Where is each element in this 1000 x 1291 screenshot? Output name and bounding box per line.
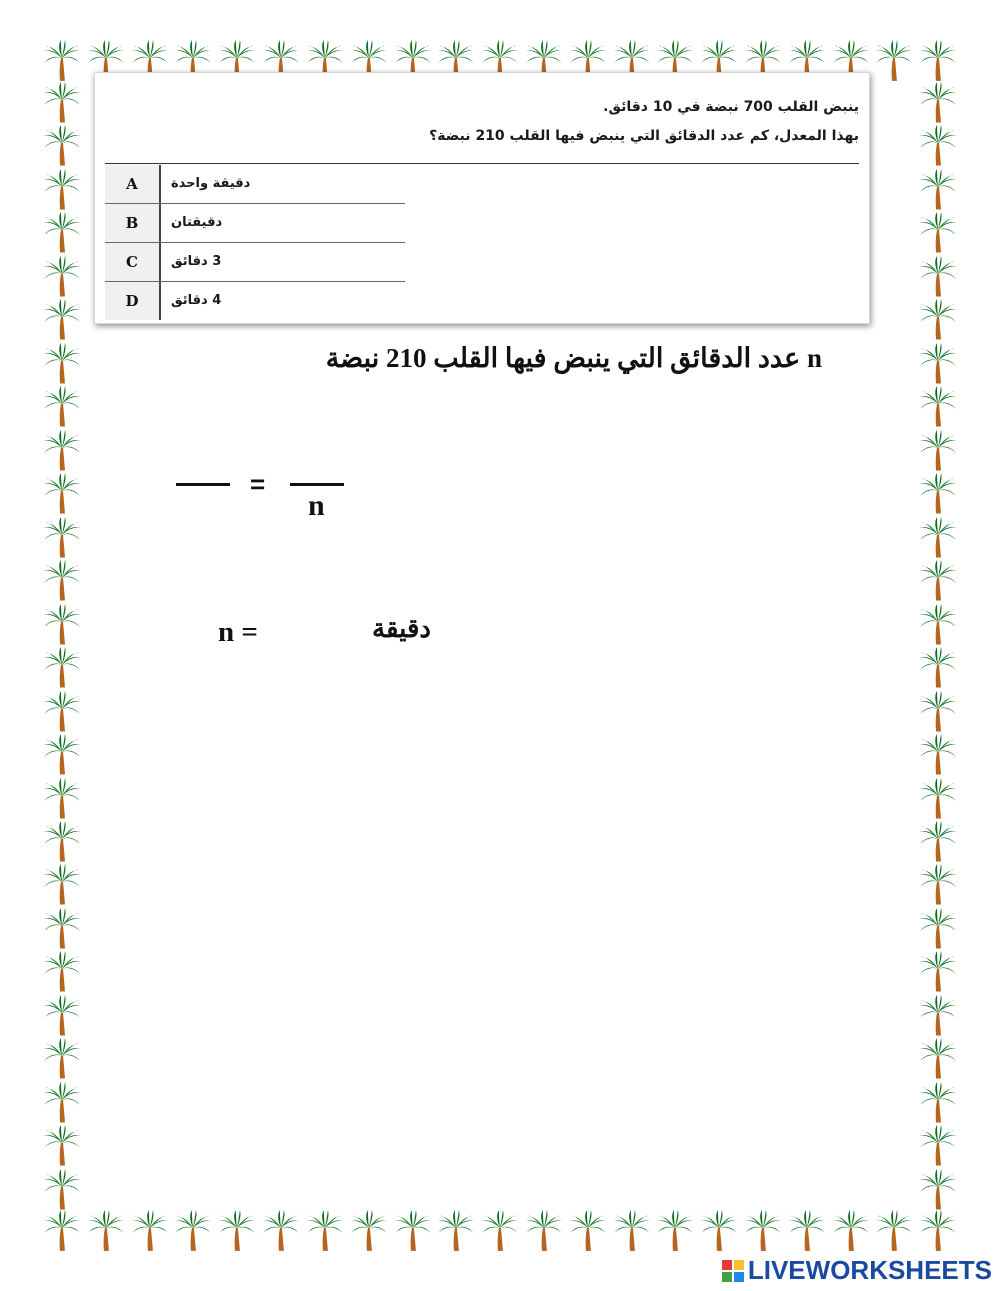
brand-footer — [722, 1255, 992, 1286]
option-b — [105, 204, 405, 243]
palm-tree-icon — [916, 123, 960, 166]
palm-tree-icon — [916, 1080, 960, 1123]
palm-tree-icon — [916, 80, 960, 123]
palm-tree-icon — [566, 1208, 610, 1252]
palm-tree-icon — [40, 732, 84, 775]
palm-tree-icon — [916, 254, 960, 297]
palm-tree-icon — [40, 645, 84, 688]
option-text: دقيقة واحدة — [171, 176, 251, 191]
brand-name: LIVEWORKSHEETS — [747, 1255, 992, 1285]
palm-tree-icon — [916, 384, 960, 427]
palm-tree-icon — [829, 1208, 873, 1252]
palm-tree-icon — [916, 471, 960, 514]
palm-tree-icon — [40, 949, 84, 992]
palm-tree-icon — [40, 558, 84, 601]
palm-tree-icon — [916, 38, 960, 82]
palm-tree-icon — [40, 993, 84, 1036]
option-letter: A — [105, 165, 161, 203]
palm-tree-icon — [40, 471, 84, 514]
option-text: 3 دقائق — [171, 254, 222, 269]
palm-tree-icon — [916, 819, 960, 862]
palm-tree-icon — [916, 906, 960, 949]
variable-definition: n عدد الدقائق التي ينبض فيها القلب 210 نبضة — [325, 343, 822, 373]
palm-tree-icon — [434, 1208, 478, 1252]
palm-tree-icon — [40, 341, 84, 384]
palm-tree-icon — [171, 1208, 215, 1252]
palm-tree-icon — [522, 1208, 566, 1252]
palm-tree-icon — [40, 602, 84, 645]
palm-tree-icon — [259, 1208, 303, 1252]
palm-tree-icon — [872, 38, 916, 82]
option-c — [105, 243, 405, 282]
palm-tree-icon — [916, 167, 960, 210]
palm-tree-icon — [916, 428, 960, 471]
palm-tree-icon — [40, 210, 84, 253]
palm-tree-icon — [347, 1208, 391, 1252]
answer-label: n = — [218, 616, 258, 648]
palm-tree-icon — [916, 297, 960, 340]
palm-tree-icon — [40, 1123, 84, 1166]
palm-tree-icon — [40, 428, 84, 471]
palm-tree-icon — [916, 862, 960, 905]
palm-tree-icon — [916, 689, 960, 732]
denominator-n: n — [308, 489, 325, 522]
question-line-2: بهذا المعدل، كم عدد الدقائق التي ينبض فيها القلب 210 نبضة؟ — [429, 128, 859, 144]
palm-tree-icon — [40, 384, 84, 427]
palm-tree-icon — [40, 1208, 84, 1252]
palm-tree-icon — [40, 906, 84, 949]
palm-tree-icon — [916, 993, 960, 1036]
question-line-1: ينبض القلب 700 نبضة في 10 دقائق. — [603, 99, 859, 115]
answer-unit: دقيقة — [372, 614, 431, 643]
option-letter: C — [105, 243, 161, 281]
palm-tree-icon — [697, 1208, 741, 1252]
palm-tree-icon — [40, 254, 84, 297]
palm-tree-icon — [916, 776, 960, 819]
palm-tree-icon — [478, 1208, 522, 1252]
question-divider — [105, 163, 859, 164]
option-d — [105, 282, 405, 320]
palm-tree-icon — [653, 1208, 697, 1252]
liveworksheets-logo-icon — [722, 1260, 744, 1282]
palm-tree-icon — [40, 1167, 84, 1210]
palm-tree-icon — [40, 80, 84, 123]
palm-tree-icon — [391, 1208, 435, 1252]
palm-tree-icon — [40, 819, 84, 862]
option-letter: B — [105, 204, 161, 242]
palm-tree-icon — [916, 1208, 960, 1252]
palm-tree-icon — [40, 689, 84, 732]
palm-tree-icon — [916, 602, 960, 645]
palm-tree-icon — [40, 862, 84, 905]
palm-tree-icon — [128, 1208, 172, 1252]
palm-tree-icon — [916, 1167, 960, 1210]
numerator-blank-left[interactable] — [176, 483, 230, 486]
option-text: 4 دقائق — [171, 293, 222, 308]
palm-tree-icon — [40, 38, 84, 82]
option-a — [105, 165, 405, 204]
palm-tree-icon — [916, 341, 960, 384]
palm-tree-icon — [40, 515, 84, 558]
palm-tree-icon — [610, 1208, 654, 1252]
numerator-blank-right[interactable] — [290, 483, 344, 486]
palm-border-right — [916, 80, 960, 1210]
palm-tree-icon — [872, 1208, 916, 1252]
palm-tree-icon — [916, 1036, 960, 1079]
question-card — [94, 72, 870, 324]
palm-tree-icon — [40, 123, 84, 166]
palm-tree-icon — [84, 1208, 128, 1252]
palm-tree-icon — [916, 1123, 960, 1166]
palm-border-left — [40, 80, 84, 1210]
palm-tree-icon — [916, 210, 960, 253]
palm-tree-icon — [40, 1080, 84, 1123]
option-text: دقيقتان — [171, 215, 223, 230]
palm-tree-icon — [40, 1036, 84, 1079]
options-table — [105, 165, 405, 320]
palm-tree-icon — [916, 645, 960, 688]
equals-sign: = — [250, 469, 266, 499]
palm-tree-icon — [40, 167, 84, 210]
palm-tree-icon — [916, 558, 960, 601]
palm-tree-icon — [215, 1208, 259, 1252]
palm-tree-icon — [916, 949, 960, 992]
palm-tree-icon — [785, 1208, 829, 1252]
palm-border-bottom — [40, 1208, 960, 1252]
palm-tree-icon — [40, 297, 84, 340]
palm-tree-icon — [40, 776, 84, 819]
palm-tree-icon — [741, 1208, 785, 1252]
palm-tree-icon — [303, 1208, 347, 1252]
option-letter: D — [105, 282, 161, 320]
palm-tree-icon — [916, 732, 960, 775]
palm-tree-icon — [916, 515, 960, 558]
